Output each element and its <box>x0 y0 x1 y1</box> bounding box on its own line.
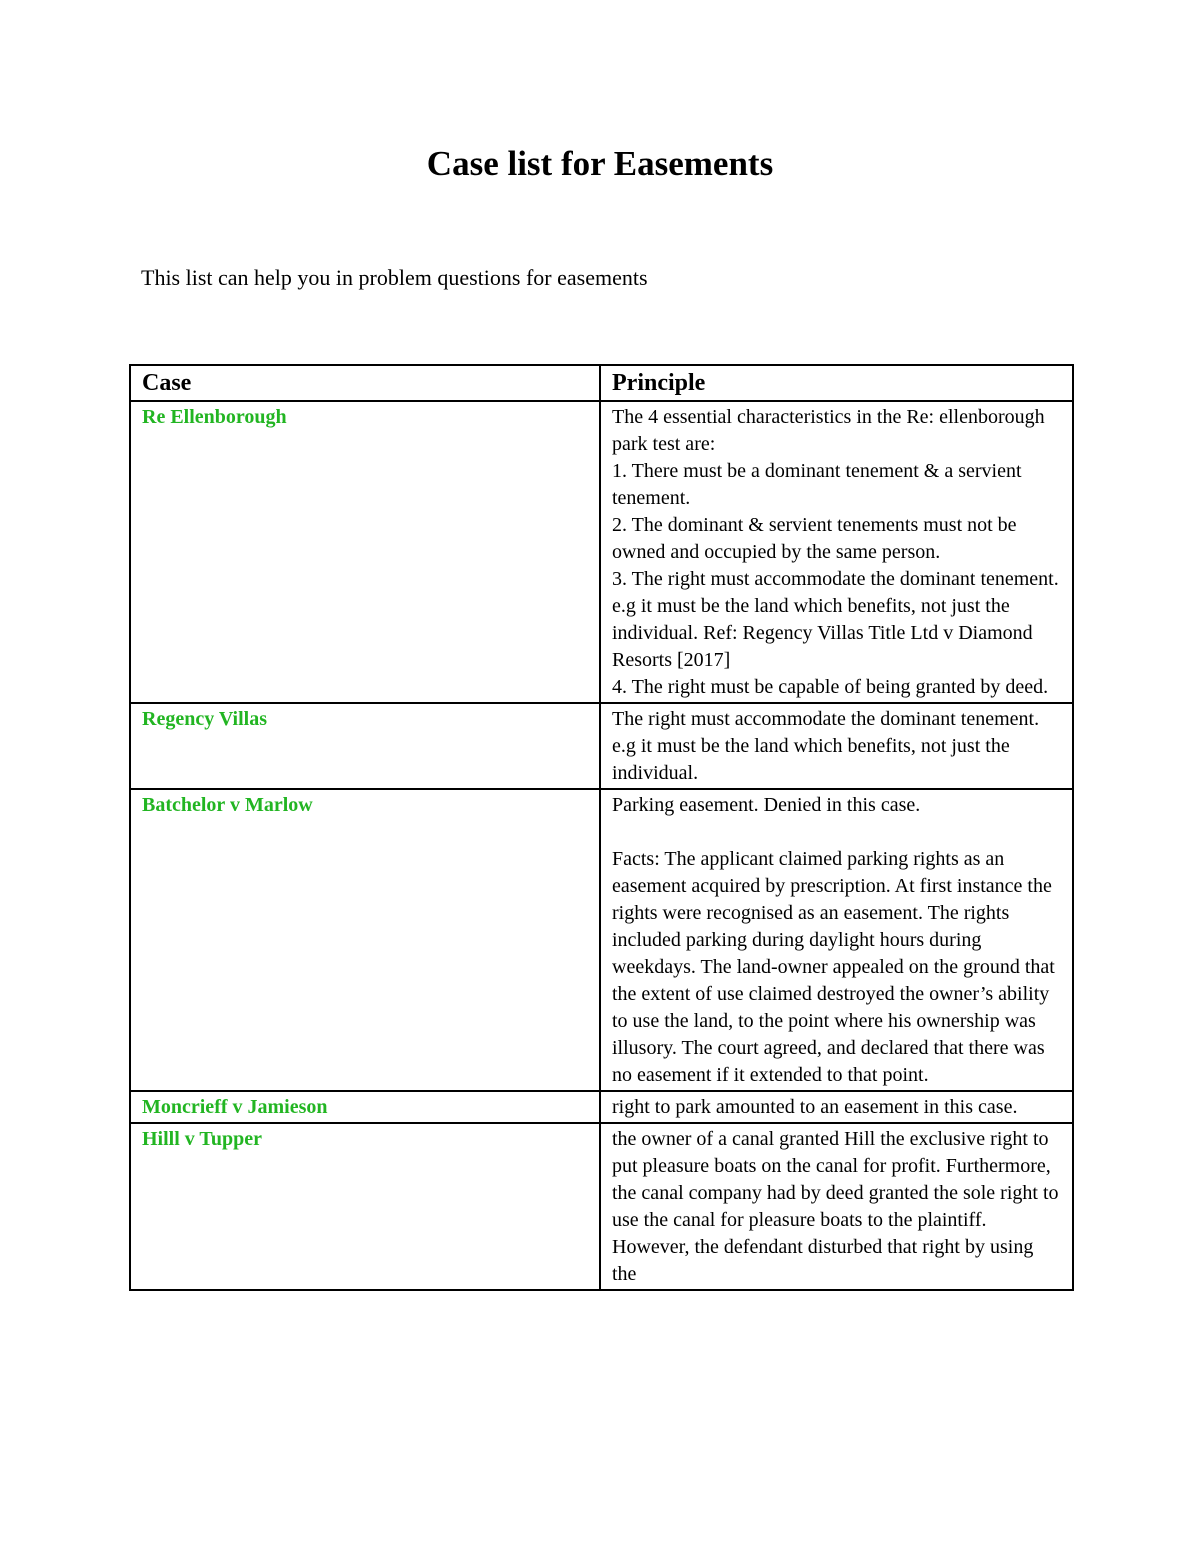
table-row <box>130 1091 1073 1123</box>
case-name-cell: Re Ellenborough <box>130 401 600 703</box>
principle-cell: Parking easement. Denied in this case. Facts: The applicant claimed parking rights as an easement acquired by prescription. At first instance the rights were recognised as an easement. The rights included parking during daylight hours during weekdays. The land-owner appealed on the ground that the extent of use claimed destroyed the owner’s ability to use the land, to the point where his ownership was illusory. The court agreed, and declared that there was no easement if it extended to that point. <box>600 789 1073 1091</box>
principle-cell: right to park amounted to an easement in this case. <box>600 1091 1073 1123</box>
table-row <box>130 703 1073 789</box>
case-name-cell: Moncrieff v Jamieson <box>130 1091 600 1123</box>
column-header-case: Case <box>130 365 600 401</box>
table-row <box>130 789 1073 1091</box>
principle-cell: The 4 essential characteristics in the Re: ellenborough park test are: 1. There must be a dominant tenement & a servient tenement. 2. The dominant & servient tenements must not be owned and occupied by the same person. 3. The right must accommodate the dominant tenement. e.g it must be the land which benefits, not just the individual. Ref: Regency Villas Title Ltd v Diamond Resorts [2017] 4. The right must be capable of being granted by deed. <box>600 401 1073 703</box>
table-header-row <box>130 365 1073 401</box>
case-table <box>129 364 1074 1291</box>
case-name-cell: Batchelor v Marlow <box>130 789 600 1091</box>
principle-cell: The right must accommodate the dominant tenement. e.g it must be the land which benefits, not just the individual. <box>600 703 1073 789</box>
principle-cell: the owner of a canal granted Hill the exclusive right to put pleasure boats on the canal for profit. Furthermore, the canal company had by deed granted the sole right to use the canal for pleasure boats to the plaintiff. However, the defendant disturbed that right by using the <box>600 1123 1073 1290</box>
table-row <box>130 401 1073 703</box>
case-name-cell: Hilll v Tupper <box>130 1123 600 1290</box>
page-title: Case list for Easements <box>426 144 774 183</box>
table-row <box>130 1123 1073 1290</box>
case-name-cell: Regency Villas <box>130 703 600 789</box>
column-header-principle: Principle <box>600 365 1073 401</box>
intro-text: This list can help you in problem questions for easements <box>141 265 648 290</box>
